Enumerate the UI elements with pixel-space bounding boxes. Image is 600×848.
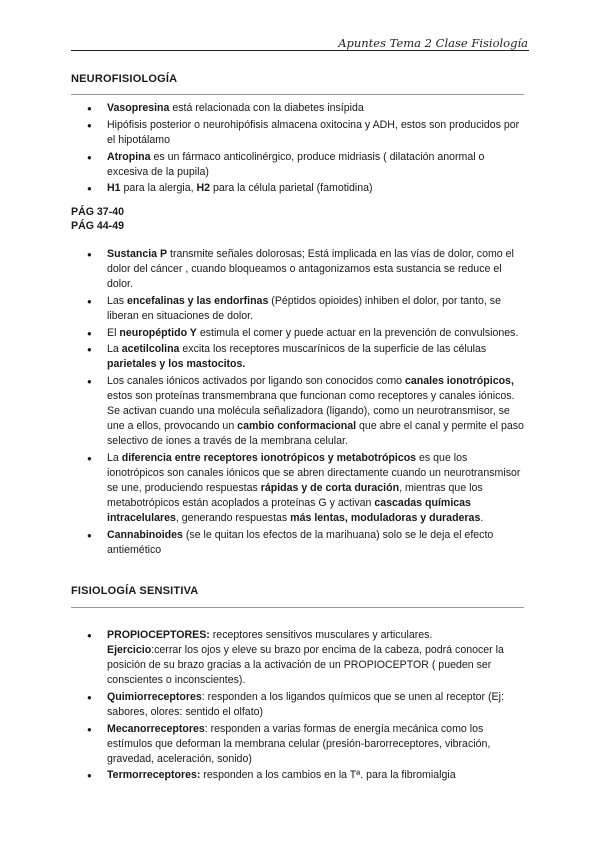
list-item: ● Vasopresina está relacionada con la diabetes insípida: [0, 101, 600, 116]
list-item: ● Mecanorreceptores: responden a varias formas de energía mecánica como los estímulos que deforman la membrana celular (presión-barorreceptores, vibración, gravedad, aceleración, sonido): [0, 722, 600, 767]
list-item: ● El neuropéptido Y estimula el comer y puede actuar en la prevención de convulsiones.: [0, 326, 600, 341]
list-item: ● Los canales iónicos activados por ligando son conocidos como canales ionotrópicos, estos son proteínas transmembrana que funcionan como receptores y canales iónicos. Se activan cuando una molécula señalizadora (ligando), como un neurotransmisor, se une a ellos, provocando un cambio conformacional que abre el canal y permite el paso selectivo de iones a través de la membrana celular.: [0, 374, 600, 449]
page-header-title: Apuntes Tema 2 Clase Fisiología: [338, 36, 528, 50]
list-item: ● H1 para la alergia, H2 para la célula parietal (famotidina): [0, 181, 600, 196]
list-item: ● Sustancia P transmite señales dolorosas; Está implicada en las vías de dolor, como el dolor del cáncer , cuando bloqueamos o antagonizamos esta sustancia se reduce el dolor.: [0, 247, 600, 292]
sensitiva-list: [0, 628, 600, 785]
page-reference: PÁG 37-40: [71, 206, 124, 218]
header-divider: [71, 50, 529, 51]
list-item: ● La diferencia entre receptores ionotrópicos y metabotrópicos es que los ionotrópicos son canales iónicos que se abren directamente cuando un neurotransmisor se une, produciendo respuestas rápidas y de corta duración, mientras que los metabotrópicos están acoplados a proteínas G y activan cascadas químicas intracelulares, generando respuestas más lentas, moduladoras y duraderas.: [0, 451, 600, 526]
list-item: ● Termorreceptores: responden a los cambios en la Tª. para la fibromialgia: [0, 768, 600, 783]
list-item: ● Hipófisis posterior o neurohipófisis almacena oxitocina y ADH, estos son producidos por el hipotálamo: [0, 118, 600, 148]
list-item: ● PROPIOCEPTORES: receptores sensitivos musculares y articulares. Ejercicio:cerrar los ojos y eleve su brazo por encima de la cabeza, podrá conocer la posición de su brazo gracias a la activación de un PROPIOCEPTOR ( pueden ser conscientes o inconscientes).: [0, 628, 600, 688]
neuro-list: [0, 101, 600, 198]
section-title-neurofisiologia: NEUROFISIOLOGÍA: [71, 73, 178, 85]
section-title-fisiologia-sensitiva: FISIOLOGÍA SENSITIVA: [71, 585, 199, 597]
section-divider: [71, 94, 524, 95]
neuro2-list: [0, 247, 600, 560]
list-item: ● Atropina es un fármaco anticolinérgico, produce midriasis ( dilatación anormal o excesiva de la pupila): [0, 150, 600, 180]
list-item: ● Cannabinoides (se le quitan los efectos de la marihuana) solo se le deja el efecto antiemético: [0, 528, 600, 558]
list-item: ● Las encefalinas y las endorfinas (Péptidos opioides) inhiben el dolor, por tanto, se liberan en situaciones de dolor.: [0, 294, 600, 324]
section-divider: [71, 607, 524, 608]
page-reference: PÁG 44-49: [71, 220, 124, 232]
list-item: ● Quimiorreceptores: responden a los ligandos químicos que se unen al receptor (Ej: sabores, olores: sentido el olfato): [0, 690, 600, 720]
list-item: ● La acetilcolina excita los receptores muscarínicos de la superficie de las células parietales y los mastocitos.: [0, 342, 600, 372]
